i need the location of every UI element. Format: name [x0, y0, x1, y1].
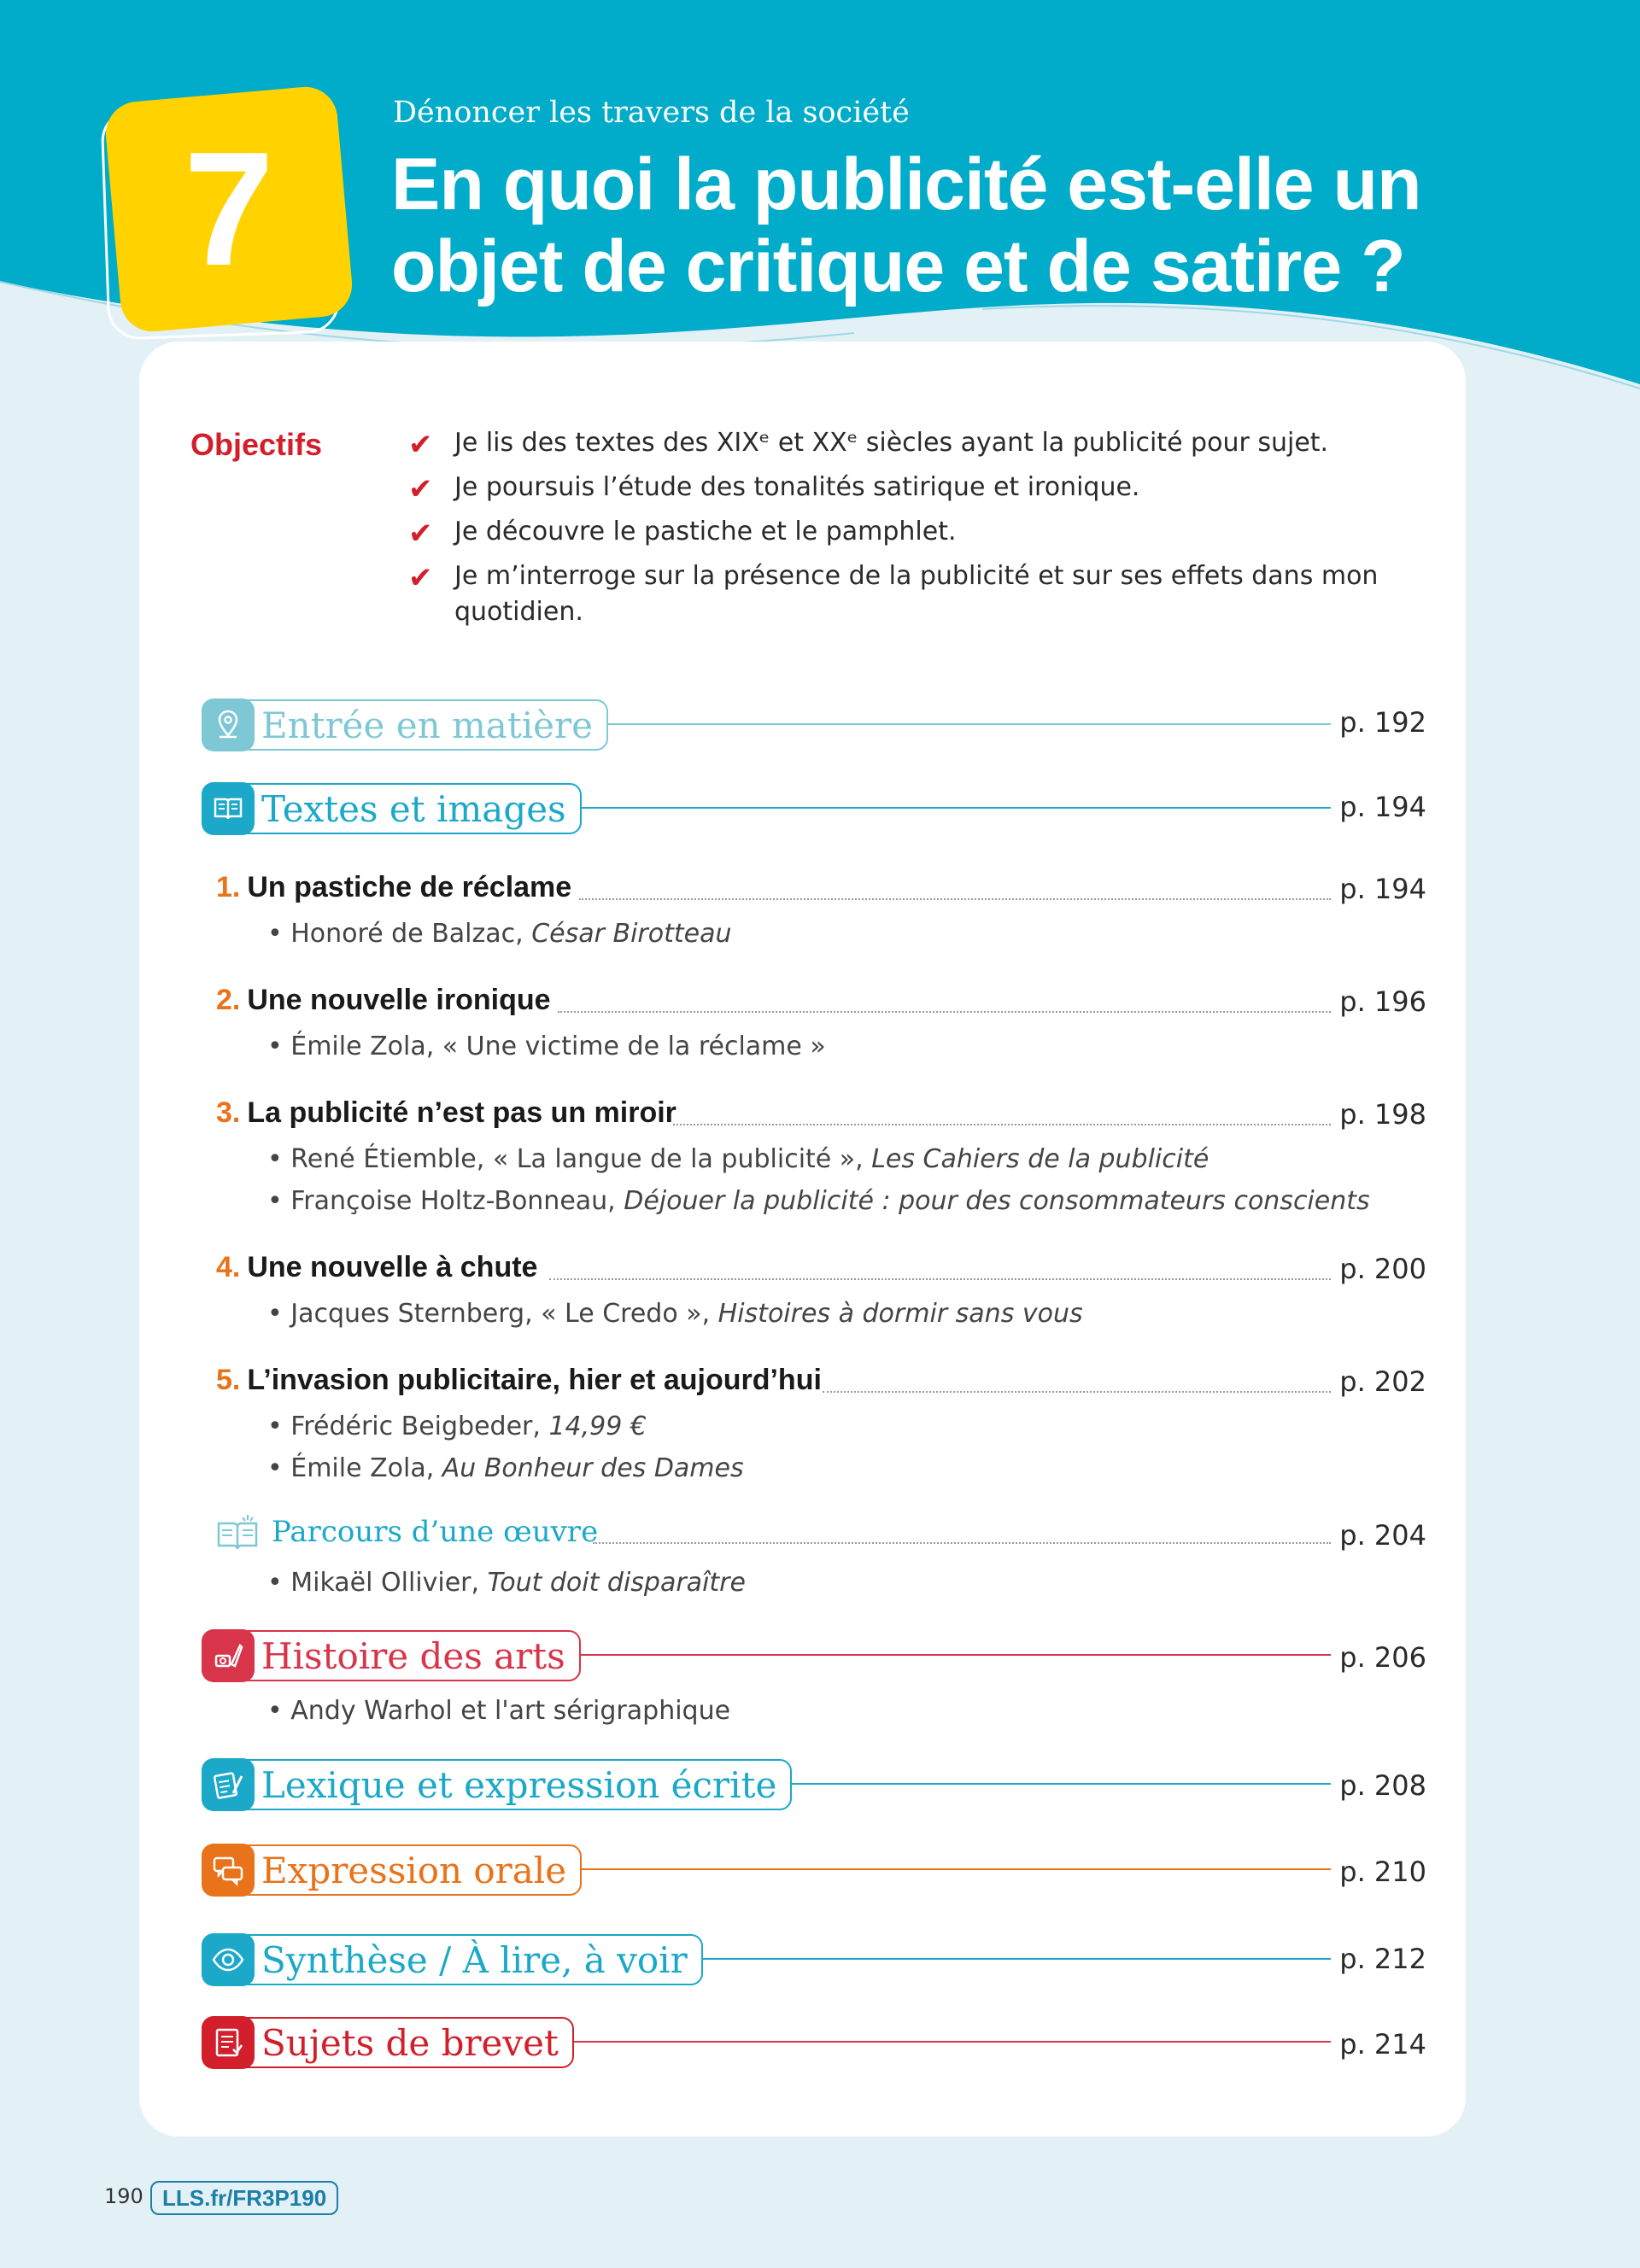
section-rule [512, 807, 1331, 809]
dotted-leader [823, 1391, 1331, 1393]
location-pin-icon [202, 699, 255, 751]
section-label: Textes et images [261, 787, 566, 830]
section-label: Lexique et expression écrite [261, 1763, 777, 1806]
writing-icon [202, 1758, 255, 1811]
entry-source: • Françoise Holtz-Bonneau, Déjouer la publicité : pour des consommateurs conscients [267, 1186, 1370, 1216]
page-ref: p. 214 [1339, 2028, 1426, 2060]
entry-title: Une nouvelle ironique [247, 984, 551, 1016]
page-ref: p. 192 [1339, 706, 1426, 739]
page-ref: p. 208 [1339, 1769, 1426, 1802]
chapter-title-line-1: En quoi la publicité est-elle un [391, 143, 1421, 225]
dotted-leader [558, 1011, 1331, 1013]
section-rule [696, 1958, 1331, 1960]
entry-source: • Andy Warhol et l'art sérigraphique [267, 1696, 731, 1726]
chapter-title-line-2: objet de critique et de satire ? [391, 225, 1405, 307]
dotted-leader [593, 1542, 1331, 1544]
page-ref: p. 202 [1339, 1365, 1426, 1398]
check-icon: ✔ [408, 517, 433, 551]
chapter-theme: Dénoncer les travers de la société [393, 96, 910, 130]
section-synthese-a-lire-a-voir[interactable] [202, 1932, 703, 1987]
toc-entry[interactable] [216, 1364, 1331, 1401]
toc-entry[interactable] [216, 1251, 1331, 1289]
page-ref: p. 194 [1339, 873, 1426, 905]
open-book-icon [215, 1511, 260, 1556]
toc-entry[interactable] [216, 984, 1331, 1021]
section-lexique-expression-ecrite[interactable] [202, 1757, 792, 1812]
entry-source: • Émile Zola, « Une victime de la réclame » [267, 1032, 826, 1061]
parcours-label: Parcours d’une œuvre [272, 1515, 599, 1549]
objective-item: ✔ Je m’interroge sur la présence de la publicité et sur ses effets dans mon quotidien. [408, 561, 1379, 627]
section-rule [564, 2041, 1331, 2043]
objective-item: ✔ Je découvre le pastiche et le pamphlet. [408, 517, 957, 551]
entry-number: 2. [216, 984, 241, 1016]
chapter-number: 7 [184, 119, 274, 300]
section-label: Sujets de brevet [261, 2021, 559, 2064]
page-ref: p. 200 [1339, 1253, 1426, 1285]
objective-item: ✔ Je lis des textes des XIXᵉ et XXᵉ siècles ayant la publicité pour sujet. [408, 428, 1329, 462]
resource-link[interactable]: LLS.fr/FR3P190 [150, 2181, 338, 2215]
check-icon: ✔ [408, 472, 433, 506]
section-histoire-des-arts[interactable] [202, 1628, 581, 1683]
objectives-label: Objectifs [190, 427, 323, 462]
page-ref: p. 210 [1339, 1856, 1426, 1888]
entry-source: • Mikaël Ollivier, Tout doit disparaître [267, 1568, 746, 1598]
exam-paper-icon [202, 2016, 255, 2069]
dotted-leader [579, 898, 1331, 900]
toc-entry-parcours[interactable] [215, 1511, 1331, 1559]
toc-entry[interactable] [216, 871, 1331, 909]
chapter-title [391, 143, 1502, 307]
entry-number: 3. [216, 1096, 241, 1129]
section-entree-en-matiere[interactable] [202, 698, 608, 752]
section-rule [512, 723, 1331, 725]
dotted-leader [549, 1278, 1331, 1280]
page-ref: p. 212 [1339, 1943, 1426, 1975]
section-rule [572, 1868, 1331, 1870]
entry-title: Une nouvelle à chute [247, 1251, 538, 1283]
speech-bubbles-icon [202, 1844, 255, 1897]
check-icon: ✔ [408, 428, 433, 462]
section-rule [512, 1654, 1331, 1656]
book-icon [202, 782, 255, 835]
page-ref: p. 206 [1339, 1641, 1426, 1674]
entry-title: L’invasion publicitaire, hier et aujourd’hui [247, 1364, 822, 1396]
section-expression-orale[interactable] [202, 1843, 582, 1897]
entry-source: • René Étiemble, « La langue de la publicité », Les Cahiers de la publicité [267, 1144, 1210, 1174]
entry-source: • Émile Zola, Au Bonheur des Dames [267, 1453, 744, 1483]
art-tools-icon [202, 1629, 255, 1682]
entry-title: Un pastiche de réclame [247, 871, 572, 903]
entry-number: 1. [216, 871, 241, 903]
section-label: Expression orale [261, 1849, 567, 1891]
eye-icon [202, 1933, 255, 1986]
check-icon: ✔ [408, 561, 433, 595]
page-ref: p. 204 [1339, 1519, 1426, 1552]
entry-source: • Frédéric Beigbeder, 14,99 € [267, 1412, 647, 1441]
page-ref: p. 194 [1339, 791, 1426, 823]
objectives-list [408, 425, 1416, 639]
section-label: Entrée en matière [261, 704, 593, 746]
entry-title: La publicité n’est pas un miroir [247, 1096, 676, 1129]
page-number: 190 [104, 2184, 144, 2208]
section-rule [769, 1783, 1331, 1785]
entry-number: 5. [216, 1364, 241, 1396]
entry-number: 4. [216, 1251, 241, 1283]
section-label: Histoire des arts [261, 1634, 565, 1677]
dotted-leader [673, 1124, 1331, 1125]
chapter-number-badge [104, 94, 343, 337]
entry-source: • Jacques Sternberg, « Le Credo », Histoires à dormir sans vous [267, 1299, 1083, 1329]
toc-entry[interactable] [216, 1096, 1331, 1134]
page-ref: p. 196 [1339, 985, 1426, 1018]
entry-source: • Honoré de Balzac, César Birotteau [267, 919, 732, 949]
page-ref: p. 198 [1339, 1098, 1426, 1131]
section-textes-et-images[interactable] [202, 781, 582, 836]
section-sujets-de-brevet[interactable] [202, 2015, 574, 2070]
objective-item: ✔ Je poursuis l’étude des tonalités satirique et ironique. [408, 472, 1140, 506]
section-label: Synthèse / À lire, à voir [261, 1938, 688, 1981]
